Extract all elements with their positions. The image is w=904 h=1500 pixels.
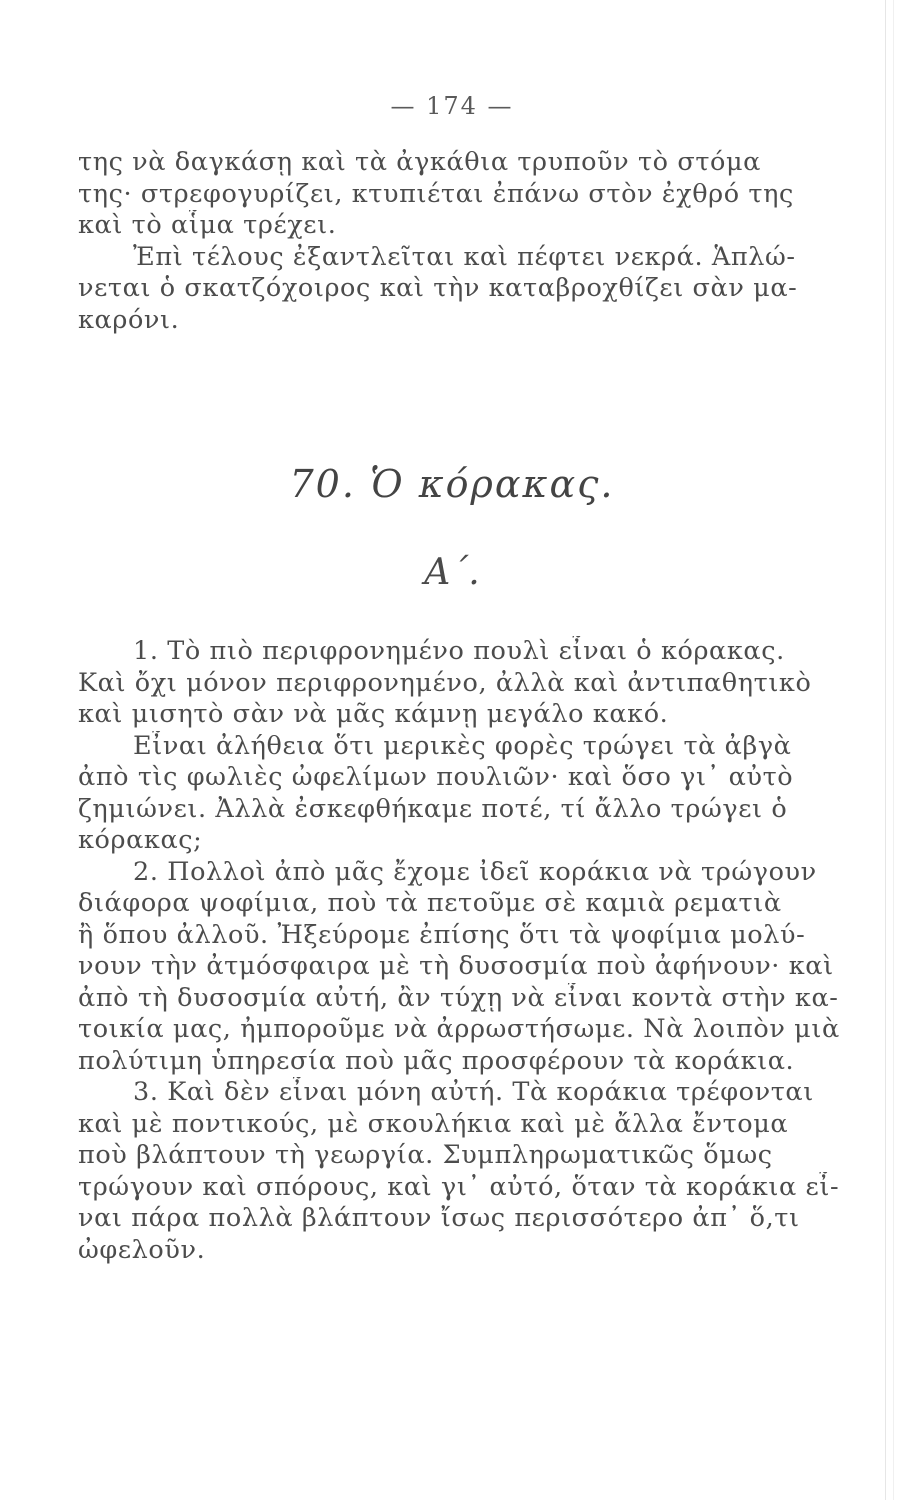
text-line: τρώγουν καὶ σπόρους, καὶ γι᾽ αὐτό, ὅταν τὰ κοράκια εἶ- <box>78 1171 840 1202</box>
text-line: νεται ὁ σκατζόχοιρος καὶ τὴν καταβροχθίζει σὰν μα- <box>78 273 798 303</box>
text-line: της· στρεφογυρίζει, κτυπιέται ἐπάνω στὸν ἐχθρό της <box>78 178 794 209</box>
text-line: κόρακας; <box>78 825 203 855</box>
chapter-title: 70. Ὁ κόρακας. <box>289 462 615 506</box>
text-line: Καὶ ὄχι μόνον περιφρονημένο, ἀλλὰ καὶ ἀντιπαθητικὸ <box>78 667 812 698</box>
text-line: 3. Καὶ δὲν εἶναι μόνη αὐτή. Τὰ κοράκια τρέφονται <box>133 1077 814 1107</box>
text-line: καὶ μὲ ποντικούς, μὲ σκουλήκια καὶ μὲ ἄλλα ἔντομα <box>78 1108 789 1139</box>
text-line: ποὺ βλάπτουν τὴ γεωργία. Συμπληρωματικῶς ὅμως <box>78 1140 773 1170</box>
text-line: ἀπὸ τὴ δυσοσμία αὐτή, ἂν τύχῃ νὰ εἶναι κοντὰ στὴν κα- <box>78 982 839 1013</box>
text-line: νουν τὴν ἀτμόσφαιρα μὲ τὴ δυσοσμία ποὺ ἀφήνουν· καὶ <box>78 951 834 981</box>
text-line: ὠφελοῦν. <box>78 1234 206 1265</box>
text-line: Εἶναι ἀλήθεια ὅτι μερικὲς φορὲς τρώγει τὰ ἀβγὰ <box>133 730 792 761</box>
text-line: καὶ τὸ αἷμα τρέχει. <box>78 210 337 240</box>
text-line: πολύτιμη ὑπηρεσία ποὺ μᾶς προσφέρουν τὰ κοράκια. <box>78 1045 795 1076</box>
chapter-body <box>78 636 850 1266</box>
text-line: ζημιώνει. Ἀλλὰ ἐσκεφθήκαμε ποτέ, τί ἄλλο τρώγει ὁ <box>78 793 788 824</box>
text-line: καρόνι. <box>78 304 180 335</box>
text-line: ἢ ὅπου ἀλλοῦ. Ἠξεύρομε ἐπίσης ὅτι τὰ ψοφίμια μολύ- <box>78 919 806 950</box>
section-mark: Α΄. <box>424 552 480 593</box>
page-edge-outer <box>893 0 894 1500</box>
text-line: τοικία μας, ἠμποροῦμε νὰ ἀρρωστήσωμε. Νὰ λοιπὸν μιὰ <box>78 1014 840 1044</box>
text-line: διάφορα ψοφίμια, ποὺ τὰ πετοῦμε σὲ καμιὰ ρεματιὰ <box>78 888 782 918</box>
page-edge <box>885 0 886 1500</box>
text-line: 1. Τὸ πιὸ περιφρονημένο πουλὶ εἶναι ὁ κόρακας. <box>133 636 785 666</box>
text-line: καὶ μισητὸ σὰν νὰ μᾶς κάμνῃ μεγάλο κακό. <box>78 699 669 729</box>
text-line: ἀπὸ τὶς φωλιὲς ὠφελίμων πουλιῶν· καὶ ὅσο γι᾽ αὐτὸ <box>78 762 794 792</box>
text-line: της νὰ δαγκάσῃ καὶ τὰ ἀγκάθια τρυποῦν τὸ στόμα <box>78 147 761 177</box>
continued-paragraph <box>78 147 850 336</box>
page-number: — 174 — <box>390 92 514 120</box>
text-line: Ἐπὶ τέλους ἐξαντλεῖται καὶ πέφτει νεκρά. Ἁπλώ- <box>133 241 796 272</box>
text-line: ναι πάρα πολλὰ βλάπτουν ἴσως περισσότερο ἀπ᾽ ὅ,τι <box>78 1203 800 1233</box>
text-line: 2. Πολλοὶ ἀπὸ μᾶς ἔχομε ἰδεῖ κοράκια νὰ τρώγουν <box>133 856 817 887</box>
